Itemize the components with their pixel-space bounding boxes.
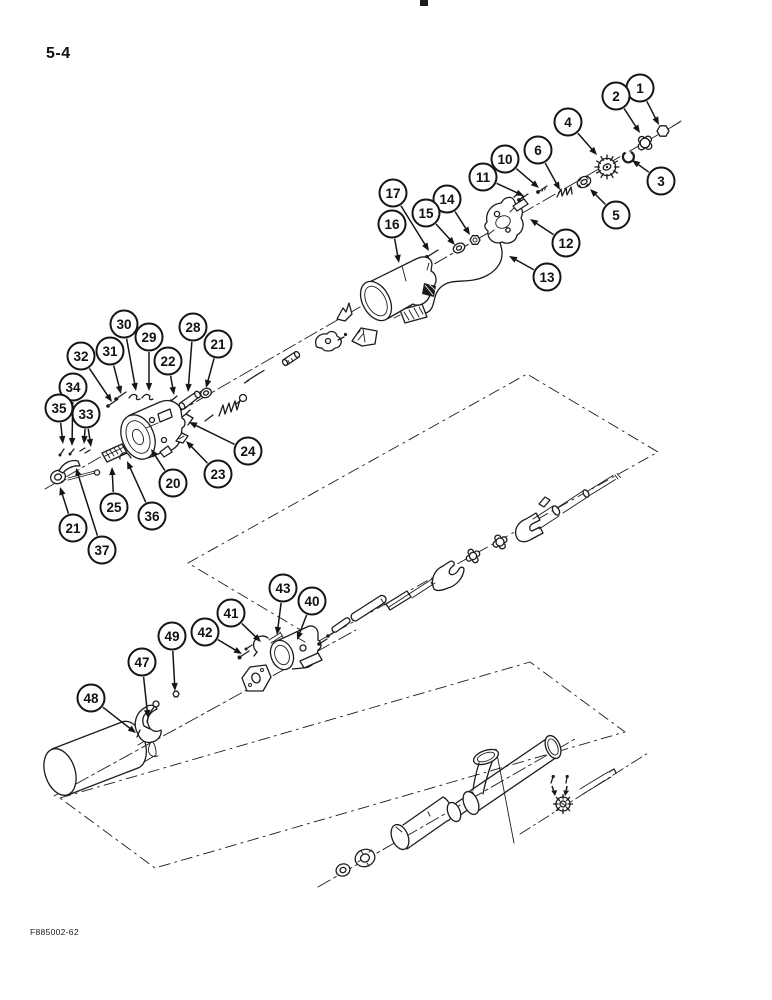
part-upper-yoke (516, 474, 621, 542)
part-jacket-bearing (353, 847, 378, 870)
svg-text:28: 28 (185, 319, 201, 335)
part-housing-screws (317, 631, 336, 646)
svg-text:17: 17 (385, 185, 401, 201)
page-number-label: 5-4 (46, 45, 71, 62)
callout-layer (46, 75, 675, 734)
svg-text:1: 1 (636, 80, 644, 96)
svg-text:29: 29 (141, 329, 157, 345)
part-pawl-clip (337, 303, 352, 321)
part-capsule-spacer (332, 618, 350, 632)
part-lock-cylinder (281, 351, 300, 367)
callout-21 (205, 331, 232, 389)
svg-text:6: 6 (534, 142, 542, 158)
jacket-centerline (318, 739, 575, 887)
part-washer-bolt (199, 386, 213, 399)
part-ignition-switch (316, 332, 347, 351)
svg-text:42: 42 (197, 624, 213, 640)
svg-text:13: 13 (539, 269, 555, 285)
part-turn-signal-switch (485, 193, 528, 243)
callout-35 (46, 395, 73, 445)
part-pin-small (205, 415, 213, 421)
callout-49 (159, 623, 186, 692)
callout-33 (73, 401, 100, 448)
part-screw-32 (106, 399, 118, 408)
svg-text:47: 47 (134, 654, 150, 670)
part-wedge-bracket (352, 328, 377, 346)
svg-text:30: 30 (116, 316, 132, 332)
svg-text:15: 15 (418, 205, 434, 221)
part-spring-mid (219, 400, 240, 416)
part-tiny-fasteners (59, 448, 91, 457)
callout-6 (525, 137, 561, 191)
svg-text:3: 3 (657, 173, 665, 189)
svg-text:14: 14 (439, 191, 455, 207)
svg-text:4: 4 (564, 114, 572, 130)
part-flange-plate (242, 665, 271, 691)
part-clip-pair-a (129, 394, 153, 399)
part-ujoint-spider-2 (493, 535, 507, 549)
svg-text:21: 21 (65, 520, 81, 536)
callout-20 (151, 449, 187, 497)
part-tiny-nut-49 (173, 691, 179, 697)
callout-16 (379, 211, 406, 264)
part-retaining-ring (623, 152, 634, 162)
part-horn-contact-gear (595, 155, 619, 179)
part-lock-plate-knob (638, 136, 652, 150)
svg-text:5: 5 (612, 207, 620, 223)
part-washer-upper (575, 174, 592, 190)
part-intermediate-shaft (351, 561, 464, 621)
part-ujoint-spider-1 (466, 549, 479, 562)
svg-text:20: 20 (165, 475, 181, 491)
svg-text:33: 33 (78, 406, 94, 422)
callout-23 (186, 441, 232, 488)
part-jacket-tube-short (388, 797, 452, 852)
part-tilt-rod (580, 769, 616, 794)
callout-1 (627, 75, 660, 126)
callout-24 (189, 422, 262, 465)
callout-41 (218, 600, 262, 643)
svg-text:11: 11 (475, 169, 491, 185)
svg-text:37: 37 (94, 542, 110, 558)
callout-36 (127, 461, 166, 530)
callout-12 (530, 219, 580, 257)
callout-25 (101, 467, 128, 521)
svg-text:36: 36 (144, 508, 160, 524)
svg-text:32: 32 (73, 348, 89, 364)
svg-text:40: 40 (304, 593, 320, 609)
svg-text:10: 10 (497, 151, 513, 167)
svg-text:34: 34 (65, 379, 81, 395)
svg-text:31: 31 (102, 343, 118, 359)
part-hex-nut-switch (470, 236, 480, 245)
svg-text:41: 41 (223, 605, 239, 621)
callout-22 (155, 348, 182, 396)
callout-13 (509, 256, 561, 291)
svg-text:16: 16 (384, 216, 400, 232)
svg-text:43: 43 (275, 580, 291, 596)
figure-code-label: F885002-62 (30, 927, 79, 937)
callout-21 (59, 487, 86, 542)
callout-28 (180, 314, 207, 393)
svg-text:12: 12 (558, 235, 574, 251)
svg-text:23: 23 (210, 466, 226, 482)
svg-text:25: 25 (106, 499, 122, 515)
callout-3 (632, 160, 675, 195)
part-ball-pin (236, 395, 247, 405)
callout-43 (270, 575, 297, 636)
part-bearing-screws (551, 775, 569, 796)
svg-text:22: 22 (160, 353, 176, 369)
svg-text:49: 49 (164, 628, 180, 644)
part-shift-housing (115, 401, 185, 465)
part-tilt-gear-bearing (554, 795, 573, 814)
svg-text:24: 24 (240, 443, 256, 459)
svg-text:35: 35 (51, 400, 67, 416)
part-jacket-washer-small (334, 862, 351, 878)
callout-48 (78, 685, 137, 734)
upper-dashed-plane (188, 374, 658, 641)
svg-text:48: 48 (83, 690, 99, 706)
svg-text:21: 21 (210, 336, 226, 352)
cropped-title-fragment (420, 0, 428, 6)
part-lower-bearing-housing (267, 626, 322, 673)
svg-text:2: 2 (612, 88, 620, 104)
callout-4 (555, 109, 598, 156)
part-screw-31 (114, 392, 126, 401)
callout-5 (590, 189, 630, 229)
